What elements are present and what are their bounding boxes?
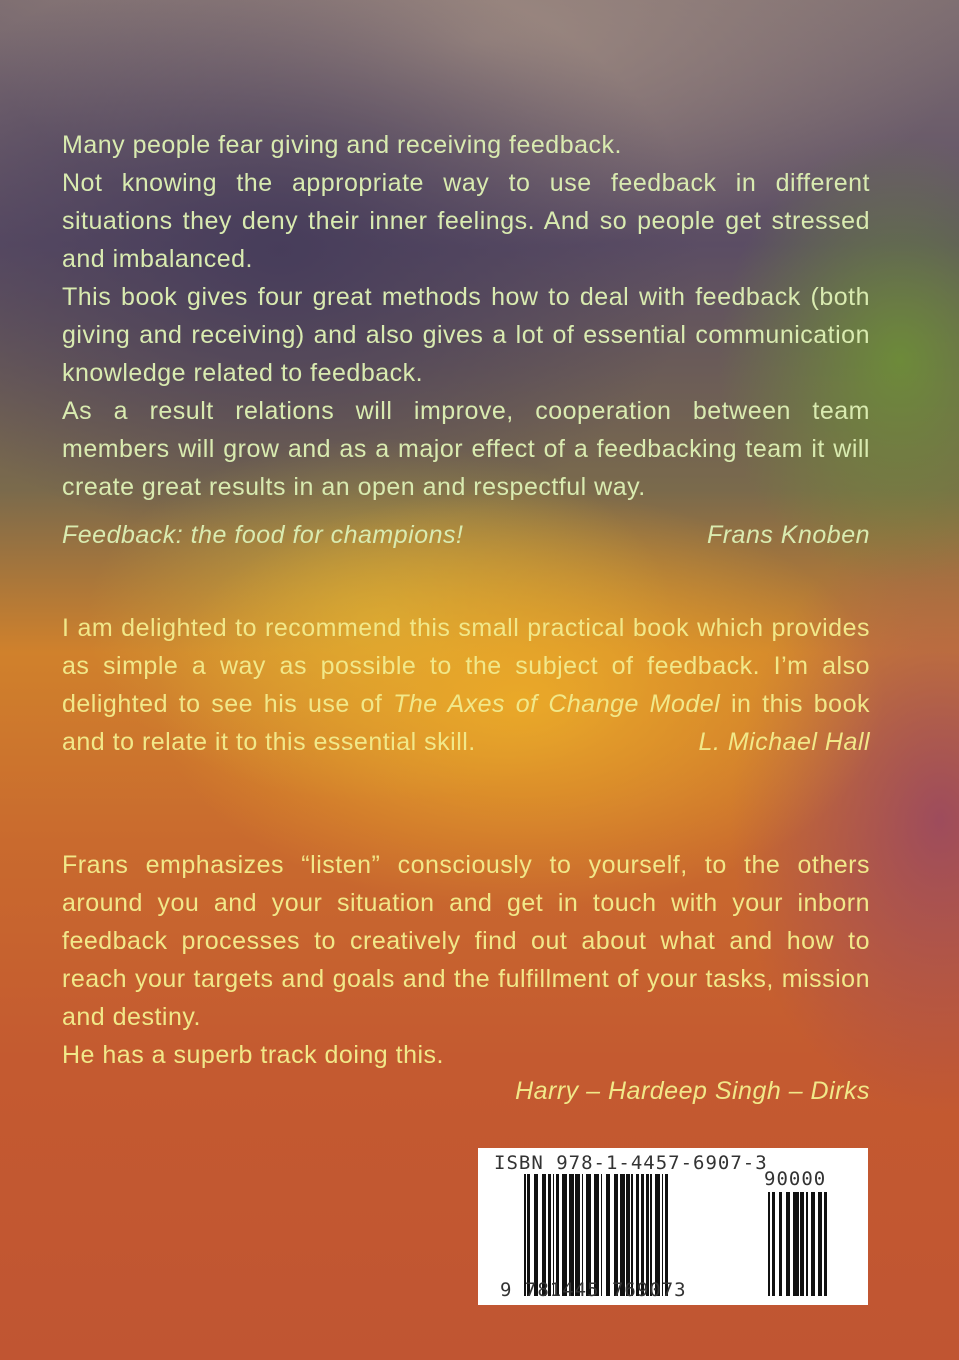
barcode-bar bbox=[641, 1174, 644, 1296]
barcode-bar bbox=[631, 1174, 633, 1296]
barcode-bar bbox=[601, 1174, 603, 1296]
model-title: The Axes of Change Model bbox=[393, 690, 721, 718]
barcode-bar bbox=[614, 1174, 619, 1296]
price-code: 90000 bbox=[764, 1168, 827, 1190]
barcode-bars bbox=[524, 1174, 736, 1296]
barcode-bar bbox=[824, 1192, 828, 1296]
barcode-bar bbox=[646, 1174, 649, 1296]
barcode-bar bbox=[569, 1174, 574, 1296]
isbn-label: ISBN 978-1-4457-6907-3 bbox=[494, 1152, 768, 1174]
barcode-bar bbox=[586, 1174, 591, 1296]
tagline: Feedback: the food for champions! bbox=[62, 521, 464, 549]
description-line: Not knowing the appropriate way to use feedback in different situations they deny their inner feelings. And so people get stressed and imbalanced. bbox=[62, 169, 870, 273]
barcode-bar bbox=[655, 1174, 660, 1296]
barcode-bar bbox=[594, 1174, 599, 1296]
addon-barcode-bars bbox=[768, 1192, 858, 1296]
barcode-bar bbox=[582, 1174, 584, 1296]
barcode-bar bbox=[665, 1174, 668, 1296]
barcode-bar bbox=[662, 1174, 664, 1296]
barcode-bar bbox=[772, 1192, 776, 1296]
barcode-bar bbox=[620, 1174, 625, 1296]
barcode-bar bbox=[806, 1192, 808, 1296]
endorser-name: L. Michael Hall bbox=[698, 728, 870, 756]
barcode-bar bbox=[553, 1174, 555, 1296]
author-name: Frans Knoben bbox=[706, 521, 870, 549]
endorsement-block bbox=[62, 609, 870, 761]
barcode-bar bbox=[800, 1192, 804, 1296]
barcode-bar bbox=[779, 1192, 783, 1296]
barcode-bar bbox=[524, 1174, 526, 1296]
barcode-bar bbox=[636, 1174, 639, 1296]
barcode-bar bbox=[534, 1174, 539, 1296]
barcode-bar bbox=[548, 1174, 551, 1296]
isbn-barcode bbox=[478, 1148, 868, 1305]
endorsement-text-before: I am delighted to recommend this small practical book which provides as simple a way as possible to the subject of feedback. I’m also delighted to see his use of bbox=[62, 614, 870, 718]
barcode-bar bbox=[575, 1174, 580, 1296]
barcode-bar bbox=[556, 1174, 559, 1296]
barcode-bar bbox=[786, 1192, 790, 1296]
endorsement-line: Frans emphasizes “listen” consciously to yourself, to the others around you and your situation and get in touch with your inborn feedback processes to creatively find out about what and how to reach your targets and goals and the fulfillment of your tasks, mission and destiny. bbox=[62, 851, 870, 1031]
barcode-bar bbox=[626, 1174, 629, 1296]
endorsement-block-2 bbox=[62, 846, 870, 1110]
tagline-row bbox=[62, 516, 870, 554]
description-line: This book gives four great methods how to deal with feedback (both giving and receiving) and also gives a lot of essential communication knowledge related to feedback. bbox=[62, 283, 870, 387]
endorsement-text-after: in this book and to relate it to this essential skill. bbox=[62, 690, 870, 756]
barcode-bar bbox=[811, 1192, 815, 1296]
barcode-bar bbox=[768, 1192, 770, 1296]
barcode-bar bbox=[562, 1174, 567, 1296]
barcode-bar bbox=[606, 1174, 611, 1296]
barcode-bar bbox=[650, 1174, 652, 1296]
endorser-name-2: Harry – Hardeep Singh – Dirks bbox=[515, 1077, 870, 1105]
description-line: Many people fear giving and receiving feedback. bbox=[62, 131, 622, 159]
barcode-bar bbox=[527, 1174, 530, 1296]
barcode-bar bbox=[542, 1174, 547, 1296]
description-line: As a result relations will improve, cooperation between team members will grow and as a major effect of a feedbacking team it will create great results in an open and respectful way. bbox=[62, 397, 870, 501]
description-block bbox=[62, 126, 870, 554]
endorsement-line: He has a superb track doing this. bbox=[62, 1041, 444, 1069]
ean-digits: 9 781445 769073 bbox=[500, 1279, 687, 1301]
barcode-bar bbox=[793, 1192, 798, 1296]
barcode-bar bbox=[818, 1192, 822, 1296]
